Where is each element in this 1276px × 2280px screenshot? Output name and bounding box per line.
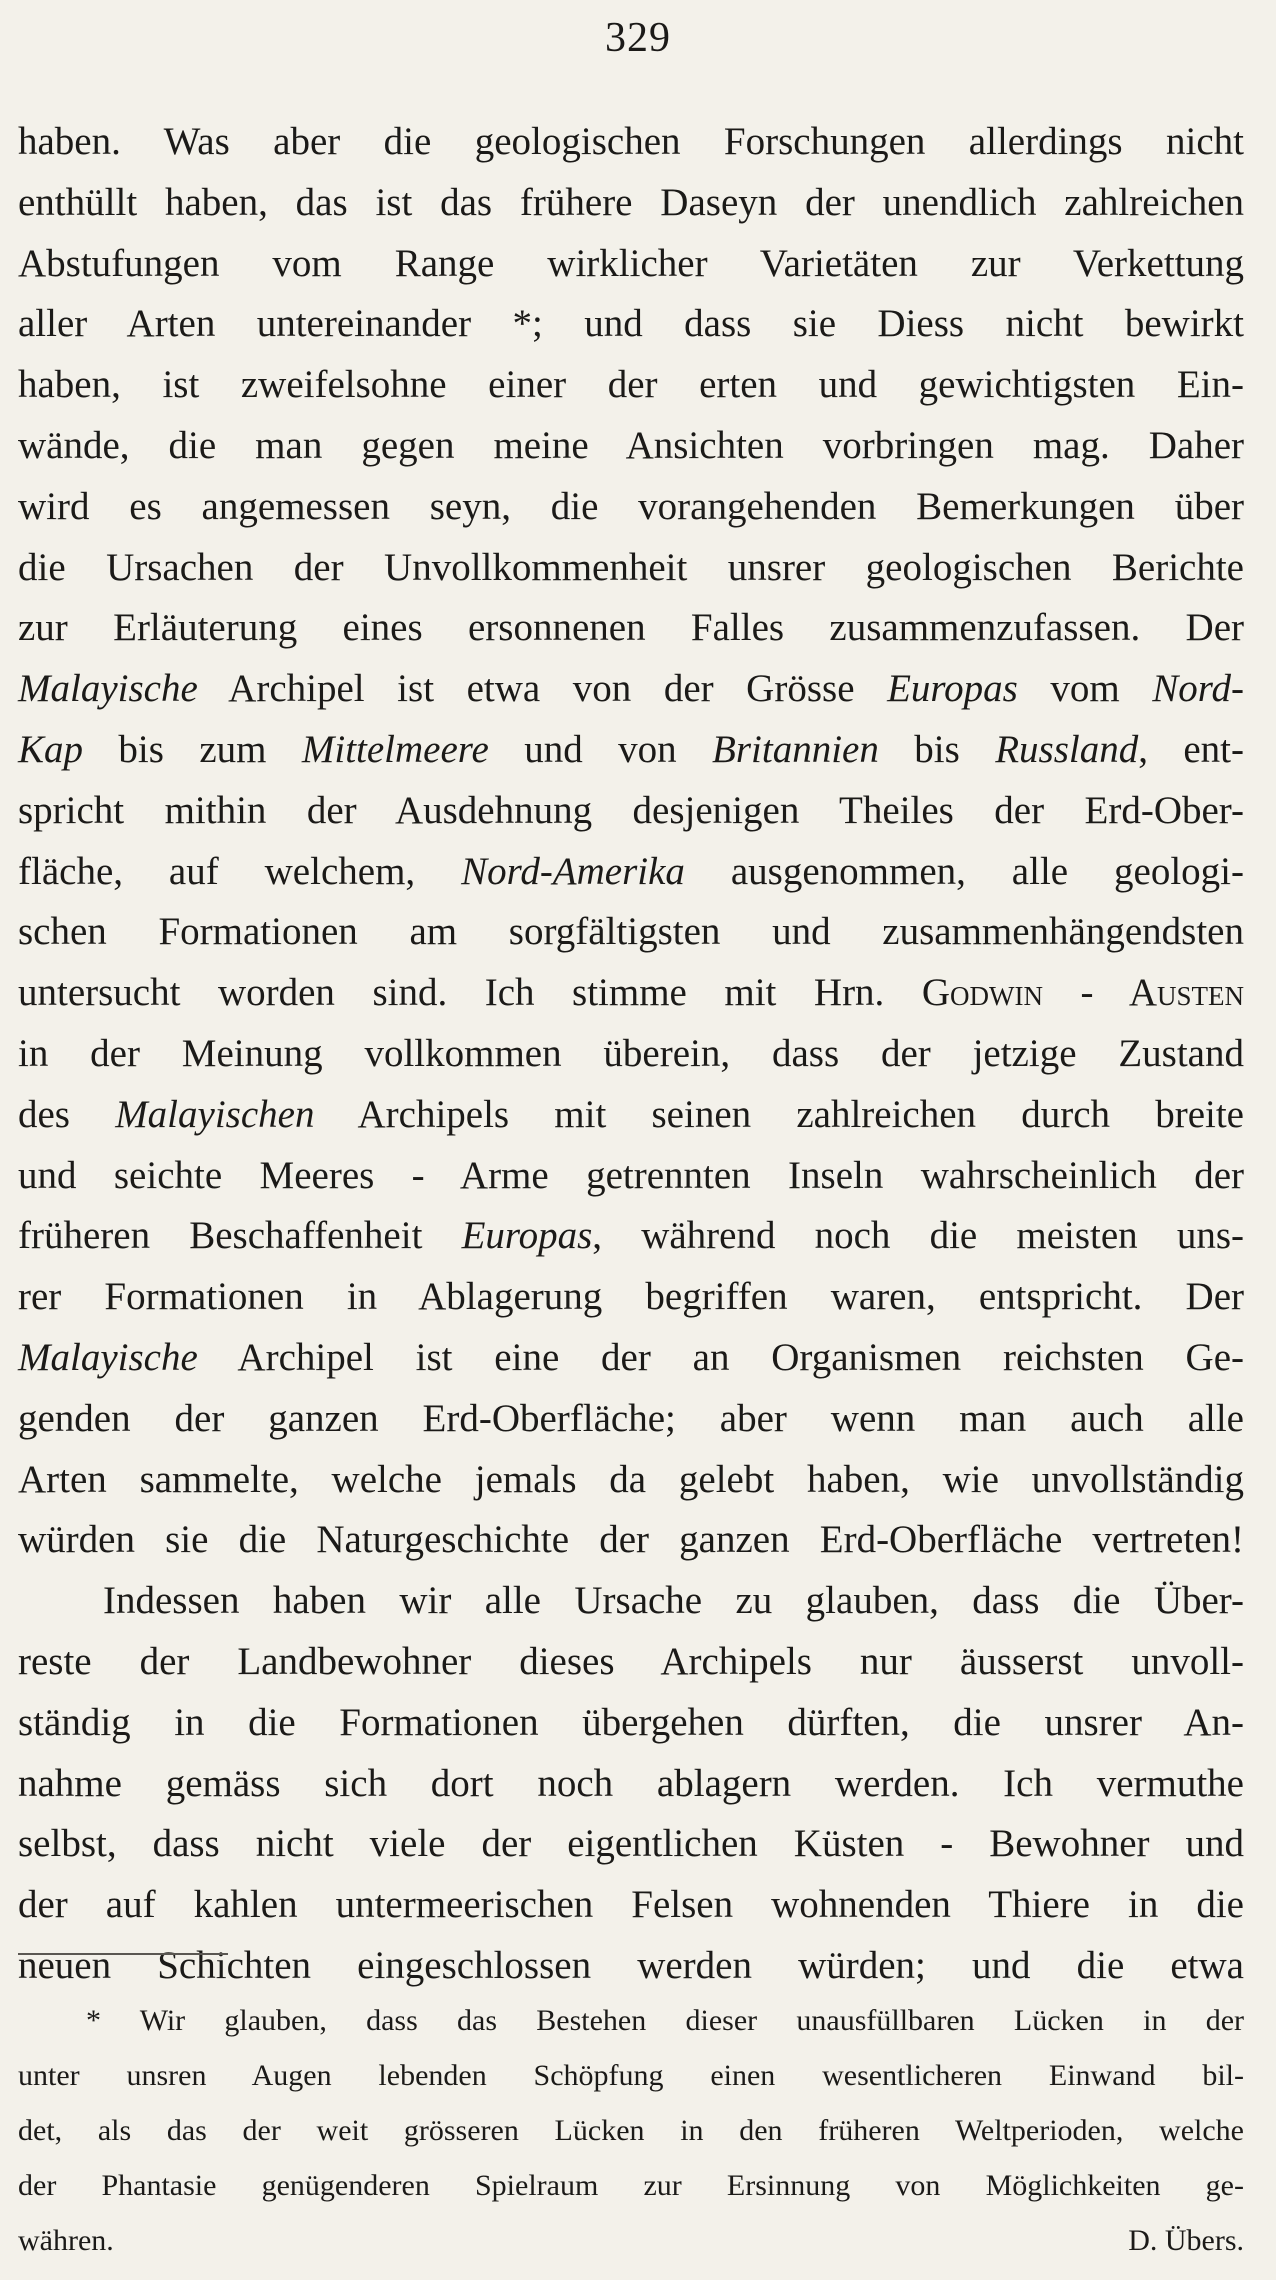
- text-run: neuen Schichten eingeschlossen werden würden; und die etwa: [18, 1943, 1244, 1987]
- footnote-line: der Phantasie genügenderen Spielraum zur Ersinnung von Möglichkeiten ge-: [18, 2169, 1244, 2202]
- page-number: 329: [605, 15, 671, 61]
- text-run: wände, die man gegen meine Ansichten vorbringen mag. Daher: [18, 423, 1244, 467]
- text-run: haben, ist zweifelsohne einer der erten und gewichtigsten Ein-: [18, 363, 1244, 407]
- text-line: [18, 598, 1244, 659]
- footnote-rule: [18, 1953, 228, 1955]
- text-line: [18, 1814, 1244, 1875]
- text-run: vom: [1017, 667, 1153, 711]
- footnote-last-line: [18, 2213, 1244, 2268]
- text-line: [18, 1450, 1244, 1511]
- text-run: Archipel ist eine der an Organismen reichsten Ge-: [197, 1335, 1244, 1379]
- text-line: [18, 1632, 1244, 1693]
- text-run: wird es angemessen seyn, die vorangehenden Bemerkungen über: [18, 484, 1244, 528]
- text-run: genden der ganzen Erd-Oberfläche; aber wenn man auch alle: [18, 1396, 1244, 1440]
- text-line: [18, 1510, 1244, 1571]
- text-run: selbst, dass nicht viele der eigentlichen Küsten - Bewohner und: [18, 1822, 1244, 1866]
- text-line: [18, 1389, 1244, 1450]
- text-run: rer Formationen in Ablagerung begriffen waren, entspricht. Der: [18, 1275, 1244, 1319]
- text-line: [18, 1206, 1244, 1267]
- italic-text: Nord-: [1152, 667, 1245, 711]
- text-line: [18, 416, 1244, 477]
- text-run: nahme gemäss sich dort noch ablagern werden. Ich vermuthe: [18, 1761, 1244, 1805]
- text-line: [18, 1024, 1244, 1085]
- text-line: [18, 781, 1244, 842]
- small-caps-name: Godwin - Austen: [921, 971, 1244, 1015]
- text-line: [18, 902, 1244, 963]
- body-text: [18, 112, 1244, 1997]
- text-line: [18, 1754, 1244, 1815]
- text-run: bis: [878, 727, 996, 771]
- text-run: Indessen haben wir alle Ursache zu glauben, dass die Über-: [103, 1579, 1244, 1623]
- text-line: [18, 1146, 1244, 1207]
- text-run: würden sie die Naturgeschichte der ganzen Erd-Oberfläche vertreten!: [18, 1518, 1244, 1562]
- italic-text: Europas: [887, 667, 1018, 711]
- footnote-line: unter unsren Augen lebenden Schöpfung einen wesentlicheren Einwand bil-: [18, 2059, 1244, 2092]
- text-run: in der Meinung vollkommen überein, dass der jetzige Zustand: [18, 1031, 1244, 1075]
- text-line: [18, 294, 1244, 355]
- text-run: , während noch die meisten uns-: [592, 1214, 1244, 1258]
- text-run: schen Formationen am sorgfältigsten und zusammenhängendsten: [18, 910, 1244, 954]
- text-run: reste der Landbewohner dieses Archipels nur äusserst unvoll-: [18, 1639, 1244, 1683]
- text-line: [18, 1571, 1244, 1632]
- text-line: [18, 355, 1244, 416]
- text-run: und von: [488, 727, 713, 771]
- text-run: Archipels mit seinen zahlreichen durch breite: [314, 1092, 1244, 1136]
- text-run: spricht mithin der Ausdehnung desjenigen Theiles der Erd-Ober-: [18, 788, 1244, 832]
- italic-text: Britannien: [712, 727, 879, 771]
- italic-text: Malayische: [18, 667, 198, 711]
- text-line: [18, 1936, 1244, 1997]
- text-run: ausgenommen, alle geologi-: [684, 849, 1244, 893]
- footnote-last-text: währen.: [18, 2224, 114, 2257]
- footnote-line: * Wir glauben, dass das Bestehen dieser unausfüllbaren Lücken in der: [86, 2004, 1244, 2037]
- text-run: die Ursachen der Unvollkommenheit unsrer geologischen Berichte: [18, 545, 1244, 589]
- text-line: [18, 963, 1244, 1024]
- footnote: [18, 1993, 1244, 2268]
- text-run: und seichte Meeres - Arme getrennten Inseln wahrscheinlich der: [18, 1153, 1244, 1197]
- footnote-signature: D. Übers.: [1128, 2224, 1244, 2257]
- text-run: aller Arten untereinander *; und dass sie Diess nicht bewirkt: [18, 302, 1244, 346]
- text-run: enthüllt haben, das ist das frühere Daseyn der unendlich zahlreichen: [18, 180, 1244, 224]
- footnote-line: det, als das der weit grösseren Lücken in den früheren Weltperioden, welche: [18, 2114, 1244, 2147]
- text-line: [18, 538, 1244, 599]
- italic-text: Malayischen: [115, 1092, 315, 1136]
- text-run: Abstufungen vom Range wirklicher Varietäten zur Verkettung: [18, 241, 1244, 285]
- italic-text: Malayische: [18, 1335, 198, 1379]
- text-line: [18, 1875, 1244, 1936]
- italic-text: Russland: [995, 727, 1139, 771]
- text-line: [18, 173, 1244, 234]
- text-line: [18, 112, 1244, 173]
- text-run: untersucht worden sind. Ich stimme mit Hrn.: [18, 971, 922, 1015]
- italic-text: Nord-Amerika: [461, 849, 685, 893]
- text-run: zur Erläuterung eines ersonnenen Falles zusammenzufassen. Der: [18, 606, 1244, 650]
- text-line: [18, 1328, 1244, 1389]
- text-run: ständig in die Formationen übergehen dürften, die unsrer An-: [18, 1700, 1244, 1744]
- text-run: früheren Beschaffenheit: [18, 1214, 462, 1258]
- text-run: haben. Was aber die geologischen Forschungen allerdings nicht: [18, 120, 1244, 163]
- text-run: fläche, auf welchem,: [18, 849, 462, 893]
- italic-text: Mittelmeere: [301, 727, 489, 771]
- text-line: [18, 720, 1244, 781]
- text-line: [18, 234, 1244, 295]
- italic-text: Europas: [461, 1214, 593, 1258]
- text-line: [18, 477, 1244, 538]
- text-run: des: [18, 1092, 116, 1136]
- text-line: [18, 659, 1244, 720]
- footnote-lines: [18, 1993, 1244, 2213]
- text-run: bis zum: [83, 727, 302, 771]
- text-run: Archipel ist etwa von der Grösse: [197, 667, 888, 711]
- text-line: [18, 1693, 1244, 1754]
- text-run: Arten sammelte, welche jemals da gelebt haben, wie unvollständig: [18, 1457, 1244, 1501]
- text-run: , ent-: [1138, 727, 1244, 771]
- text-line: [18, 1267, 1244, 1328]
- text-line: [18, 842, 1244, 903]
- text-line: [18, 1085, 1244, 1146]
- text-run: der auf kahlen untermeerischen Felsen wohnenden Thiere in die: [18, 1883, 1244, 1927]
- italic-text: Kap: [18, 727, 84, 771]
